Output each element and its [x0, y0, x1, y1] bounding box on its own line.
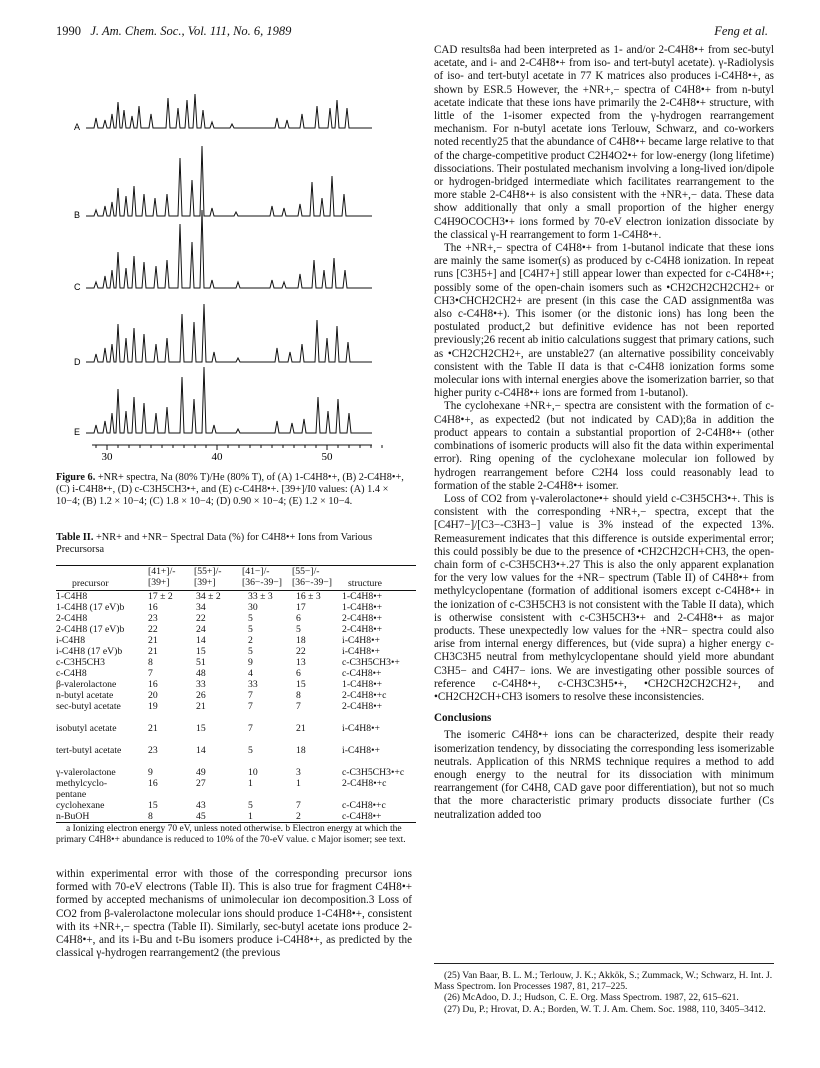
table-row [56, 800, 416, 811]
table-cell: cyclohexane [56, 800, 105, 811]
table-cell: 24 [196, 624, 206, 635]
figure-caption-label: Figure 6. [56, 472, 96, 483]
table-row [56, 602, 416, 613]
table-cell: 21 [196, 701, 206, 712]
table-cell: 1-C4H8 (17 eV)b [56, 602, 125, 613]
table-cell: 7 [296, 701, 301, 712]
table-cell: 8 [296, 690, 301, 701]
table-cell: 22 [148, 624, 158, 635]
table-row [56, 690, 416, 701]
table-cell: 26 [196, 690, 206, 701]
table-cell: 17 [296, 602, 306, 613]
table-cell: 15 [148, 800, 158, 811]
table-cell: i-C4H8•+ [342, 723, 380, 734]
authors: Feng et al. [714, 24, 768, 38]
table-cell: 1-C4H8•+ [342, 591, 383, 602]
table-cell: 5 [248, 646, 253, 657]
spectrum-trace [86, 304, 372, 362]
table-cell: 15 [196, 723, 206, 734]
table-cell: 16 [148, 679, 158, 690]
table-cell: 2-C4H8•+ [342, 624, 383, 635]
table-cell: isobutyl acetate [56, 723, 117, 734]
table-row [56, 613, 416, 624]
tick-label-30: 30 [101, 451, 113, 463]
table-cell: i-C4H8•+ [342, 745, 380, 756]
table-cell: 14 [196, 745, 206, 756]
table-cell: 27 [196, 778, 206, 789]
col-header-55-36-39: [55−]/-[36−-39−] [292, 566, 332, 588]
table-cell: 2-C4H8•+c [342, 778, 387, 789]
table-row [56, 767, 416, 778]
table-cell: 17 ± 2 [148, 591, 173, 602]
table-row [56, 646, 416, 657]
reference-27: (27) Du, P.; Hrovat, D. A.; Borden, W. T. J. Am. Chem. Soc. 1988, 110, 3405–3412. [444, 1003, 766, 1015]
table-cell: n-butyl acetate [56, 690, 114, 701]
table-cell: methylcyclo-pentane [56, 778, 108, 800]
table-cell: tert-butyl acetate [56, 745, 122, 756]
col-header-55-39: [55+]/-[39+] [194, 566, 222, 588]
panel-label-c: C [74, 282, 81, 292]
figure-caption [56, 472, 412, 508]
table-cell: 21 [296, 723, 306, 734]
x-axis [92, 445, 392, 463]
table-cell: 7 [248, 690, 253, 701]
table-cell: c-C4H8 [56, 668, 87, 679]
table-cell: 6 [296, 668, 301, 679]
table-cell: 5 [296, 624, 301, 635]
paragraph-3: The cyclohexane +NR+,− spectra are consistent with the formation of c-C4H8•+, as expected2 (but not indicated by CAD);8a in addition the product appears to contain a substantial proportion of 2-C4H8•+ (other combinations of isomeric products will also fit the data within experimental error). Ring opening of the cyclohexane molecular ion followed by hydrogen rearrangement before C2H4 loss could reasonably lead to formation of the stable 2-C4H8•+ isomer. [434, 400, 774, 492]
reference-25: (25) Van Baar, B. L. M.; Terlouw, J. K.; Akkök, S.; Zummack, W.; Schwarz, H. Int. J. Mass Spectrom. Ion Processes 1987, 81, 217–225. [434, 970, 773, 993]
figure-6-spectra [72, 50, 392, 468]
table-cell: 7 [148, 668, 153, 679]
table-cell: 2-C4H8•+ [342, 613, 383, 624]
table-cell: 5 [248, 624, 253, 635]
conclusions-paragraph: The isomeric C4H8•+ ions can be characterized, despite their ready isomerization tendency, by dissociating the corresponding less isomerizable neutrals. Application of this NRMS technique requires a method to add enough energy to the neutral for its dissociation with minimum rearrangement (for C4H8, CAD gave poor differentiation), but not so much that the more characteristic primary products dissociate further (Cs neutralization added too [434, 729, 774, 821]
table-cell: 1-C4H8 [56, 591, 88, 602]
reference-26: (26) McAdoo, D. J.; Hudson, C. E. Org. Mass Spectrom. 1987, 22, 615–621. [444, 992, 739, 1004]
table-header-row [56, 566, 416, 590]
col-header-structure: structure [348, 578, 382, 589]
table-cell: 2-C4H8 [56, 613, 88, 624]
right-column [434, 44, 774, 822]
journal-name: J. Am. Chem. Soc., Vol. 111, No. 6, 1989 [90, 24, 292, 38]
table-cell: c-C4H8•+ [342, 811, 382, 822]
table-footnote: a Ionizing electron energy 70 eV, unless noted otherwise. b Electron energy at which the primary C4H8•+ abundance is reduced to 10% of the 70-eV value. c Major isomer; see text. [56, 824, 406, 845]
panel-label-b: B [74, 210, 81, 220]
table-caption-text: +NR+ and +NR− Spectral Data (%) for C4H8•+ Ions from Various Precursorsa [56, 532, 373, 555]
table-cell: 16 ± 3 [296, 591, 321, 602]
table-cell: c-C3H5CH3 [56, 657, 105, 668]
page-number: 1990 [56, 24, 81, 38]
left-body-paragraph: within experimental error with those of the corresponding precursor ions formed with 70-eV electrons (Table II). This is also true for fragment C4H8•+ formed by accepted mechanisms of unimolecular ion decomposition.3 Loss of CO2 from β-valerolactone molecular ions should produce 1-C4H8•+, consistent with its +NR+,− spectra (Table II). Similarly, sec-butyl acetate ions produce 2-C4H8•+, and its i-Bu and t-Bu isomers produce i-C4H8•+, as predicted by the classical γ-hydrogen rearrangement2 (the previous [56, 868, 412, 960]
table-cell: 2-C4H8•+ [342, 701, 383, 712]
table-caption [56, 532, 412, 556]
table-cell: 10 [248, 767, 258, 778]
paragraph-2: The +NR+,− spectra of C4H8•+ from 1-butanol indicate that these ions are mainly the same isomer(s) as produced by c-C4H8 ionization. In repeat runs [C3H5+] and [C4H7+] still appear lower than expected for c-C4H8•+; possibly some of the open-chain isomers such as •CH2CH2CH2CH2+ or CH3•CHCH2CH2+ are present (in this case the CAD assignment8a was also c-C4H8•+). This isomer (or the distonic ions) has long been the postulated product,2 but definitive evidence has not been reported previously;26 recent ab initio calculations suggest that primary cations, such as •CH2CH2CH2+, are unstable27 (an alternative possibility conceivably consistent with the Table II data is that c-C4H8 ionization forms some molecular ions with internal energies above the isomerization barrier, so that higher purity c-C4H8•+ ions are formed from 1-butanol). [434, 242, 774, 400]
table-cell: 8 [148, 811, 153, 822]
table-row [56, 668, 416, 679]
table-ii [56, 565, 416, 823]
references [434, 963, 774, 1015]
conclusions-heading: Conclusions [434, 712, 492, 725]
table-cell: 8 [148, 657, 153, 668]
table-cell: 5 [248, 745, 253, 756]
table-cell: 23 [148, 745, 158, 756]
table-cell: 33 ± 3 [248, 591, 273, 602]
table-cell: γ-valerolactone [56, 767, 116, 778]
table-cell: 2-C4H8 (17 eV)b [56, 624, 125, 635]
table-cell: 6 [296, 613, 301, 624]
table-cell: 45 [196, 811, 206, 822]
table-cell: 1-C4H8•+ [342, 602, 383, 613]
table-cell: 2 [248, 635, 253, 646]
table-row [56, 778, 416, 800]
tick-label-40: 40 [211, 451, 223, 463]
table-cell: 15 [196, 646, 206, 657]
table-cell: 5 [248, 800, 253, 811]
spectrum-trace [86, 146, 372, 216]
table-cell: 43 [196, 800, 206, 811]
table-cell: 48 [196, 668, 206, 679]
table-cell: 2-C4H8•+c [342, 690, 387, 701]
table-row [56, 811, 416, 822]
table-row [56, 624, 416, 635]
table-cell: sec-butyl acetate [56, 701, 121, 712]
spectrum-trace [86, 94, 372, 128]
table-cell: 33 [248, 679, 258, 690]
table-cell: 1 [248, 778, 253, 789]
table-row [56, 745, 416, 767]
table-cell: 18 [296, 745, 306, 756]
table-cell: 23 [148, 613, 158, 624]
table-cell: β-valerolactone [56, 679, 117, 690]
table-cell: c-C4H8•+c [342, 800, 386, 811]
table-cell: n-BuOH [56, 811, 90, 822]
table-cell: 51 [196, 657, 206, 668]
table-cell: i-C4H8•+ [342, 646, 380, 657]
table-row [56, 723, 416, 745]
table-cell: i-C4H8 [56, 635, 86, 646]
paragraph-4: Loss of CO2 from γ-valerolactone•+ should yield c-C3H5CH3•+. This is consistent with the corresponding +NR+,− spectra, except that the [C4H7−]/[C3−-C3H3−] value is 3% instead of the expected 13%. Remeasurement indicates that this difference is outside experimental error; this could possibly be due to the presence of •CH2CH2CH+CH3, the open-chain form of c-C3H5CH3•+.27 This is also the only apparent explanation for the very low values for the +NR− spectrum (Table II) of C4H8•+ from methylcyclopentane (formation of additional isomers except c-C4H8•+ in the ionization of c-C3H5CH3 is not consistent with the Table II data), which is otherwise consistent with c-C3H5CH3•+ and 2-C4H8•+ as major products. These unexpectedly low values for the +NR− spectra could also arise from internal energy differences, but (vide supra) a higher energy c-CH3C3H5 neutral from methylcyclopentane should yield more abundant C3H5− and C4H7− ions. We are investigating other possible sources of reference c-C4H8•+, c-CH3C3H5•+, •CH2CH2CH2CH2+, and •CH2CH2CH+CH3 isomers to resolve these inconsistencies. [434, 492, 774, 703]
table-caption-label: Table II. [56, 532, 94, 543]
left-column-body [56, 868, 412, 960]
table-cell: 14 [196, 635, 206, 646]
panel-label-a: A [74, 122, 81, 132]
table-cell: i-C4H8 (17 eV)b [56, 646, 123, 657]
table-row [56, 679, 416, 690]
paragraph-1: CAD results8a had been interpreted as 1- and/or 2-C4H8•+ from sec-butyl acetate, and i- and 2-C4H8•+ from iso- and tert-butyl acetate). γ-Radiolysis of iso- and tert-butyl acetate in 77 K matrices also produces i-C4H8•+, as shown by ESR.5 However, the +NR+,− spectra of C4H8•+ from n-butyl acetate indicate that these ions have primarily the 2-C4H8•+ structure, with little of the 1-isomer expected from the γ-hydrogen rearrangement mechanism. For n-butyl acetate ions Terlouw, Schwarz, and co-workers noted recently25 that the abundance of C4H8•+ became large relative to that of the charge-competitive product C2H4O2•+ for low-energy (long lifetime) dissociations. Their postulated mechanism involving a long-lived ion/dipole or hydrogen-bridged intermediate which facilitates rearrangement to the more stable 2-C4H8•+ is also consistent with the +NR+,− data. These data show additionally that only a small proportion of the higher energy C4H9OCOCH3•+ ions formed by 70-eV electron ionization dissociate by the classical γ-H rearrangement to form 1-C4H8•+. [434, 44, 774, 241]
table-cell: 1 [296, 778, 301, 789]
table-cell: i-C4H8•+ [342, 635, 380, 646]
spectra-traces [86, 94, 372, 433]
col-header-precursor: precursor [72, 578, 109, 589]
table-cell: 20 [148, 690, 158, 701]
table-cell: 1 [248, 811, 253, 822]
table-cell: 22 [296, 646, 306, 657]
spectrum-trace [86, 367, 372, 433]
table-cell: 21 [148, 635, 158, 646]
table-cell: 16 [148, 778, 158, 789]
table-body [56, 591, 416, 822]
col-header-41-36-39: [41−]/-[36−-39−] [242, 566, 282, 588]
table-cell: 7 [248, 701, 253, 712]
panel-label-e: E [74, 427, 81, 437]
table-row [56, 591, 416, 602]
table-cell: 16 [148, 602, 158, 613]
table-cell: 1-C4H8•+ [342, 679, 383, 690]
table-cell: 3 [296, 767, 301, 778]
table-cell: 7 [296, 800, 301, 811]
table-cell: 34 ± 2 [196, 591, 221, 602]
table-cell: c-C4H8•+ [342, 668, 382, 679]
table-cell: 19 [148, 701, 158, 712]
col-header-41-39: [41+]/-[39+] [148, 566, 176, 588]
table-cell: 4 [248, 668, 253, 679]
table-cell: 5 [248, 613, 253, 624]
table-cell: c-C3H5CH3•+c [342, 767, 405, 778]
panel-label-d: D [74, 357, 81, 367]
table-cell: 13 [296, 657, 306, 668]
tick-label-50: 50 [321, 451, 333, 463]
table-cell: 9 [248, 657, 253, 668]
table-cell: 22 [196, 613, 206, 624]
table-cell: 9 [148, 767, 153, 778]
table-cell: 34 [196, 602, 206, 613]
table-row [56, 657, 416, 668]
table-cell: 49 [196, 767, 206, 778]
table-cell: c-C3H5CH3•+ [342, 657, 400, 668]
table-cell: 21 [148, 723, 158, 734]
table-cell: 33 [196, 679, 206, 690]
table-row [56, 635, 416, 646]
table-cell: 21 [148, 646, 158, 657]
journal-citation [56, 24, 291, 39]
table-bottom-rule [56, 822, 416, 823]
table-cell: 15 [296, 679, 306, 690]
figure-caption-text: +NR+ spectra, Na (80% T)/He (80% T), of (A) 1-C4H8•+, (B) 2-C4H8•+, (C) i-C4H8•+, (D) c-C3H5CH3•+, and (E) c-C4H8•+. [39+]/I0 values: (A) 1.4 × 10−4; (B) 1.2 × 10−4; (C) 1.8 × 10−4; (D) 0.90 × 10−4; (E) 1.2 × 10−4. [56, 472, 404, 507]
table-cell: 2 [296, 811, 301, 822]
spectrum-trace [86, 210, 372, 288]
table-cell: 7 [248, 723, 253, 734]
table-cell: 18 [296, 635, 306, 646]
table-row [56, 701, 416, 723]
table-cell: 30 [248, 602, 258, 613]
